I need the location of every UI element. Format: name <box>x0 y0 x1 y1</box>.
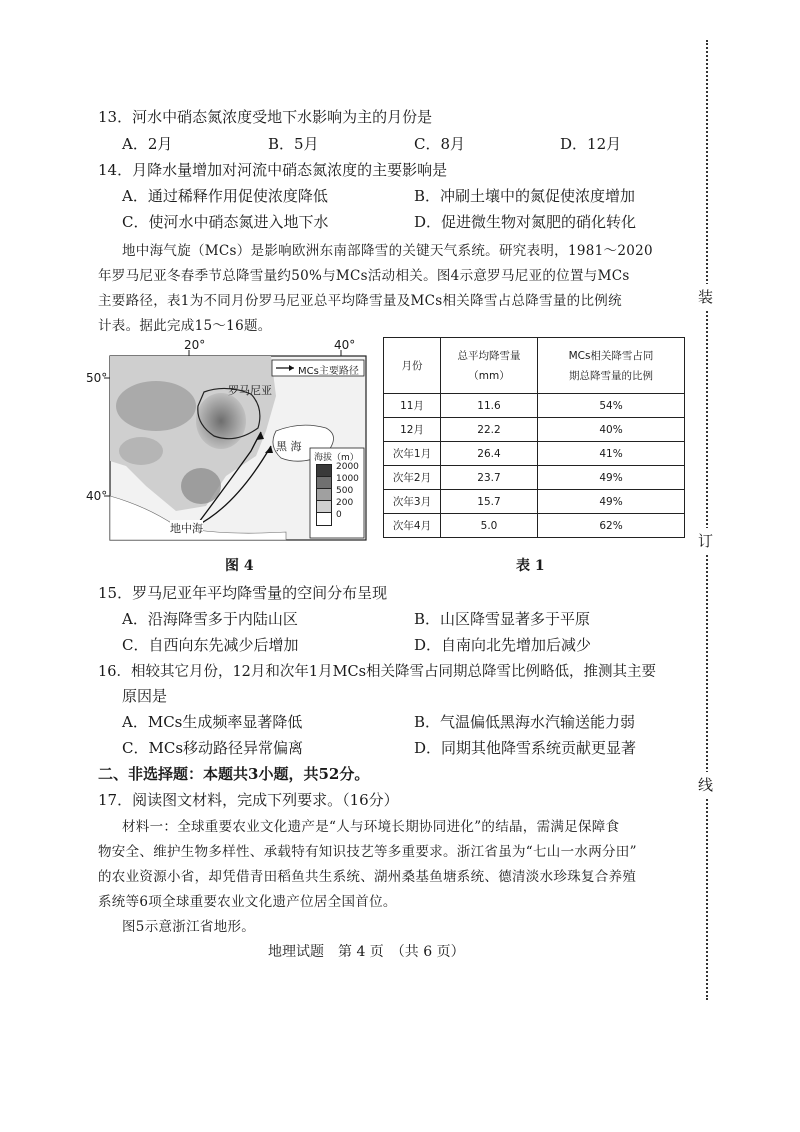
table-cell-month: 次年1月 <box>384 442 441 466</box>
map-lon-40: 40° <box>334 338 356 352</box>
section-2-heading: 二、非选择题：本题共3小题，共52分。 <box>98 765 370 783</box>
table-cell-snowfall: 5.0 <box>441 514 538 538</box>
table-cell-ratio: 49% <box>538 490 685 514</box>
map-label-black-sea: 黑 海 <box>276 440 302 453</box>
table-cell-month: 次年3月 <box>384 490 441 514</box>
table-cell-month: 次年4月 <box>384 514 441 538</box>
elev-label-0: 0 <box>336 510 342 520</box>
elev-label-200: 200 <box>336 498 354 508</box>
q14-option-b: B．冲刷土壤中的氮促使浓度增加 <box>414 187 636 205</box>
table-row <box>384 490 685 514</box>
table-header-snowfall <box>441 338 538 394</box>
elev-label-1000: 1000 <box>336 474 359 484</box>
q17-stem: 17．阅读图文材料，完成下列要求。（16分） <box>98 791 399 809</box>
table-cell-snowfall: 11.6 <box>441 394 538 418</box>
table-header-ratio-line2: 期总降雪量的比例 <box>569 369 653 382</box>
q17-material-line-4: 系统等6项全球重要农业文化遗产位居全国首位。 <box>98 894 397 910</box>
binding-char-xian: 线 <box>698 772 713 797</box>
map-lon-20: 20° <box>184 338 206 352</box>
q15-option-d: D．自南向北先增加后减少 <box>414 636 592 654</box>
table-cell-ratio: 40% <box>538 418 685 442</box>
q17-figure-5-note: 图5示意浙江省地形。 <box>122 919 256 935</box>
q16-stem-line1: 16．相较其它月份，12月和次年1月MCs相关降雪占同期总降雪比例略低，推测其主要 <box>98 664 657 680</box>
map-lat-50: 50° <box>86 371 108 385</box>
passage-line-4: 计表。据此完成15～16题。 <box>98 318 272 334</box>
table-cell-month: 11月 <box>384 394 441 418</box>
q13-stem: 13．河水中硝态氮浓度受地下水影响为主的月份是 <box>98 108 433 126</box>
binding-char-ding: 订 <box>698 528 713 553</box>
table-header-ratio <box>538 338 685 394</box>
q13-option-d: D．12月 <box>560 135 622 153</box>
map-legend-route-label: MCs主要路径 <box>298 366 359 377</box>
table-cell-snowfall: 15.7 <box>441 490 538 514</box>
table-cell-ratio: 62% <box>538 514 685 538</box>
table-1 <box>383 337 685 538</box>
binding-dotted-line <box>706 40 708 1000</box>
table-1-caption: 表 1 <box>516 558 545 574</box>
table-header-snowfall-line1: 总平均降雪量 <box>457 349 521 362</box>
map-label-romania: 罗马尼亚 <box>228 384 272 397</box>
q16-option-a: A．MCs生成频率显著降低 <box>122 713 303 731</box>
table-row <box>384 466 685 490</box>
elev-label-2000: 2000 <box>336 462 359 472</box>
table-row <box>384 442 685 466</box>
passage-line-3: 主要路径，表1为不同月份罗马尼亚总平均降雪量及MCs相关降雪占总降雪量的比例统 <box>98 293 622 309</box>
table-row <box>384 514 685 538</box>
table-cell-ratio: 54% <box>538 394 685 418</box>
q15-option-a: A．沿海降雪多于内陆山区 <box>122 610 298 628</box>
figure-4-map <box>86 336 376 546</box>
q14-stem: 14．月降水量增加对河流中硝态氮浓度的主要影响是 <box>98 161 448 179</box>
q17-material-line-2: 物安全、维护生物多样性、承载特有知识技艺等多重要求。浙江省虽为“七山一水两分田” <box>98 844 637 860</box>
elev-swatch-0 <box>316 512 332 526</box>
q16-option-c: C．MCs移动路径异常偏离 <box>122 739 304 757</box>
map-label-mediterranean: 地中海 <box>170 522 203 535</box>
table-row <box>384 418 685 442</box>
q14-option-a: A．通过稀释作用促使浓度降低 <box>122 187 328 205</box>
map-lat-40: 40° <box>86 489 108 503</box>
passage-line-2: 年罗马尼亚冬春季节总降雪量约50%与MCs活动相关。图4示意罗马尼亚的位置与MCs <box>98 268 630 284</box>
q17-material-line-1: 材料一：全球重要农业文化遗产是“人与环境长期协同进化”的结晶，需满足保障食 <box>122 819 620 835</box>
q15-option-b: B．山区降雪显著多于平原 <box>414 610 591 628</box>
table-cell-ratio: 41% <box>538 442 685 466</box>
q15-option-c: C．自西向东先减少后增加 <box>122 636 299 654</box>
q13-option-a: A．2月 <box>122 135 173 153</box>
map-elev-title: 海拔（m） <box>314 453 359 463</box>
passage-line-1: 地中海气旋（MCs）是影响欧洲东南部降雪的关键天气系统。研究表明，1981～2020 <box>122 243 653 259</box>
q17-material-line-3: 的农业资源小省，却凭借青田稻鱼共生系统、湖州桑基鱼塘系统、德清淡水珍珠复合养殖 <box>98 869 637 885</box>
elev-label-500: 500 <box>336 486 354 496</box>
page-footer: 地理试题 第 4 页 （共 6 页） <box>268 944 465 960</box>
q15-stem: 15．罗马尼亚年平均降雪量的空间分布呈现 <box>98 584 388 602</box>
table-header-snowfall-line2: （mm） <box>468 369 510 382</box>
q14-option-d: D．促进微生物对氮肥的硝化转化 <box>414 213 637 231</box>
table-header-month: 月份 <box>384 338 441 394</box>
q16-option-b: B．气温偏低黑海水汽输送能力弱 <box>414 713 636 731</box>
table-cell-month: 12月 <box>384 418 441 442</box>
table-row <box>384 394 685 418</box>
q16-option-d: D．同期其他降雪系统贡献更显著 <box>414 739 637 757</box>
q16-stem-line2: 原因是 <box>122 687 168 705</box>
table-cell-snowfall: 22.2 <box>441 418 538 442</box>
table-cell-snowfall: 26.4 <box>441 442 538 466</box>
q13-option-c: C．8月 <box>414 135 466 153</box>
q13-option-b: B．5月 <box>268 135 319 153</box>
table-cell-ratio: 49% <box>538 466 685 490</box>
table-cell-snowfall: 23.7 <box>441 466 538 490</box>
table-cell-month: 次年2月 <box>384 466 441 490</box>
figure-4-caption: 图 4 <box>225 558 254 574</box>
q14-option-c: C．使河水中硝态氮进入地下水 <box>122 213 329 231</box>
binding-char-zhuang: 装 <box>698 284 713 309</box>
table-header-ratio-line1: MCs相关降雪占同 <box>568 349 654 362</box>
